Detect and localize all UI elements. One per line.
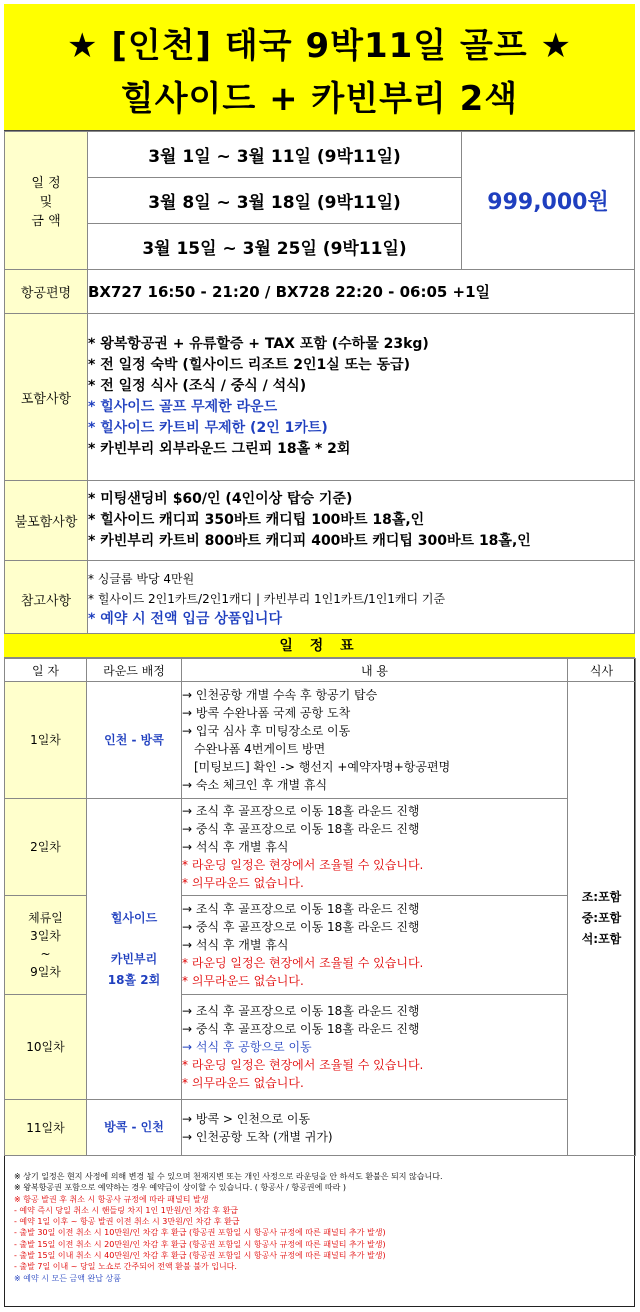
info-table	[4, 131, 635, 638]
content-day-3-9: → 조식 후 골프장으로 이동 18홀 라운드 진행 → 중식 후 골프장으로 이동 18홀 라운드 진행 → 석식 후 개별 휴식 * 라운딩 일정은 현장에서 조율될 수 있습니다. * 의무라운드 없습니다.	[182, 896, 568, 995]
included-list	[88, 314, 635, 481]
footer-note: - 예약 1일 이후 ~ 항공 발권 이전 취소 시 3만원/인 차감 후 환급	[14, 1217, 240, 1227]
schedule-title: 일 정 표	[4, 633, 635, 658]
header-day: 일 자	[5, 659, 87, 682]
day-2: 2일차	[5, 799, 87, 896]
footer-note: - 출발 15일 이내 취소 시 40만원/인 차감 후 환급 (항공권 포함일 시 항공사 규정에 따른 패널티 추가 발생)	[14, 1251, 386, 1261]
footer-note: - 출발 7일 이내 ~ 당일 노쇼로 간주되어 전액 환불 불가 입니다.	[14, 1262, 237, 1272]
page-subtitle: 힐사이드 + 카빈부리 2색	[120, 79, 519, 119]
footer-note: - 예약 즉시 당일 취소 시 핸들링 차지 1인 1만원/인 차감 후 환급	[14, 1205, 239, 1215]
excluded-item: * 미팅샌딩비 $60/인 (4인이상 탑승 기준)	[88, 491, 353, 507]
schedule-table	[4, 658, 636, 1156]
footer-note: ※ 항공 발권 후 취소 시 항공사 규정에 따라 패널티 발생	[14, 1194, 209, 1204]
notes-list	[88, 561, 635, 638]
day-3-9: 체류일 3일차 ~ 9일차	[5, 896, 87, 995]
day-1: 1일차	[5, 682, 87, 799]
included-item: * 힐사이드 카트비 무제한 (2인 1카트)	[88, 420, 328, 436]
content-day-1: → 인천공항 개별 수속 후 항공기 탑승 → 방콕 수완나폼 국제 공항 도착 → 입국 심사 후 미팅장소로 이동 수완나폼 4번게이트 방면 [미팅보드] 확인 -> 행선지 +예약자명+항공편명 → 숙소 체크인 후 개별 휴식	[182, 682, 568, 799]
header-content: 내 용	[182, 659, 568, 682]
day-10: 10일차	[5, 995, 87, 1100]
date-option-2: 3월 8일 ~ 3월 18일 (9박11일)	[88, 178, 462, 224]
footer-note: ※ 예약 시 모든 금액 완납 상품	[14, 1273, 121, 1283]
included-item: * 카빈부리 외부라운드 그린피 18홀 * 2회	[88, 441, 351, 457]
round-day-11: 방콕 - 인천	[87, 1100, 182, 1156]
excluded-label: 불포함사항	[5, 481, 88, 561]
footer-note: - 출발 30일 이전 취소 시 10만원/인 차감 후 환급 (항공권 포함일 시 항공사 규정에 따른 패널티 추가 발생)	[14, 1228, 386, 1238]
page-title: ★ [인천] 태국 9박11일 골프 ★	[67, 26, 572, 66]
note-highlight: * 예약 시 전액 입금 상품입니다	[88, 611, 282, 627]
content-day-10: → 조식 후 골프장으로 이동 18홀 라운드 진행 → 중식 후 골프장으로 이동 18홀 라운드 진행 → 석식 후 공항으로 이동 * 라운딩 일정은 현장에서 조율될 수 있습니다. * 의무라운드 없습니다.	[182, 995, 568, 1100]
schedule-price-label: 일 정 및 금 액	[5, 132, 88, 270]
included-item: * 전 일정 숙박 (힐사이드 리조트 2인1실 또는 동급)	[88, 357, 411, 373]
footer-note: - 출발 15일 이전 취소 시 20만원/인 차감 후 환급 (항공권 포함일 시 항공사 규정에 따른 패널티 추가 발생)	[14, 1239, 386, 1249]
day-11: 11일차	[5, 1100, 87, 1156]
title-banner	[4, 4, 635, 131]
round-day-1: 인천 - 방콕	[87, 682, 182, 799]
flight-label: 항공편명	[5, 270, 88, 314]
note-item: * 힐사이드 2인1카트/2인1캐디 | 카빈부리 1인1카트/1인1캐디 기준	[88, 592, 446, 606]
date-option-1: 3월 1일 ~ 3월 11일 (9박11일)	[88, 132, 462, 178]
round-hillside-kabinburi: 힐사이드 카빈부리 18홀 2회	[87, 799, 182, 1100]
meals: 조:포함 중:포함 석:포함	[568, 682, 636, 1156]
header-round: 라운드 배정	[87, 659, 182, 682]
content-day-11: → 방콕 > 인천으로 이동 → 인천공항 도착 (개별 귀가)	[182, 1100, 568, 1156]
content-day-2: → 조식 후 골프장으로 이동 18홀 라운드 진행 → 중식 후 골프장으로 이동 18홀 라운드 진행 → 석식 후 개별 휴식 * 라운딩 일정은 현장에서 조율될 수 있습니다. * 의무라운드 없습니다.	[182, 799, 568, 896]
excluded-item: * 힐사이드 캐디피 350바트 캐디팁 100바트 18홀,인	[88, 512, 425, 528]
price: 999,000원	[462, 132, 635, 270]
excluded-item: * 카빈부리 카트비 800바트 캐디피 400바트 캐디팁 300바트 18홀,인	[88, 533, 531, 549]
header-meal: 식사	[568, 659, 636, 682]
excluded-list	[88, 481, 635, 561]
notes-label: 참고사항	[5, 561, 88, 638]
note-item: * 싱글룸 박당 4만원	[88, 572, 195, 586]
date-option-3: 3월 15일 ~ 3월 25일 (9박11일)	[88, 224, 462, 270]
footer-note: ※ 상기 일정은 현지 사정에 의해 변경 될 수 있으며 천재지변 또는 개인 사정으로 라운딩을 안 하셔도 환불은 되지 않습니다.	[14, 1172, 443, 1181]
included-label: 포함사항	[5, 314, 88, 481]
footer-note: ※ 왕복항공권 포함으로 예약하는 경우 예약금이 상이할 수 있습니다. ( 항공사 / 항공권에 따라 )	[14, 1183, 346, 1193]
footer-notes	[14, 1171, 624, 1284]
included-item: * 힐사이드 골프 무제한 라운드	[88, 399, 278, 415]
included-item: * 전 일정 식사 (조식 / 중식 / 석식)	[88, 378, 307, 394]
flight-info: BX727 16:50 - 21:20 / BX728 22:20 - 06:05 +1일	[88, 270, 635, 314]
included-item: * 왕복항공권 + 유류할증 + TAX 포함 (수하물 23kg)	[88, 336, 429, 352]
